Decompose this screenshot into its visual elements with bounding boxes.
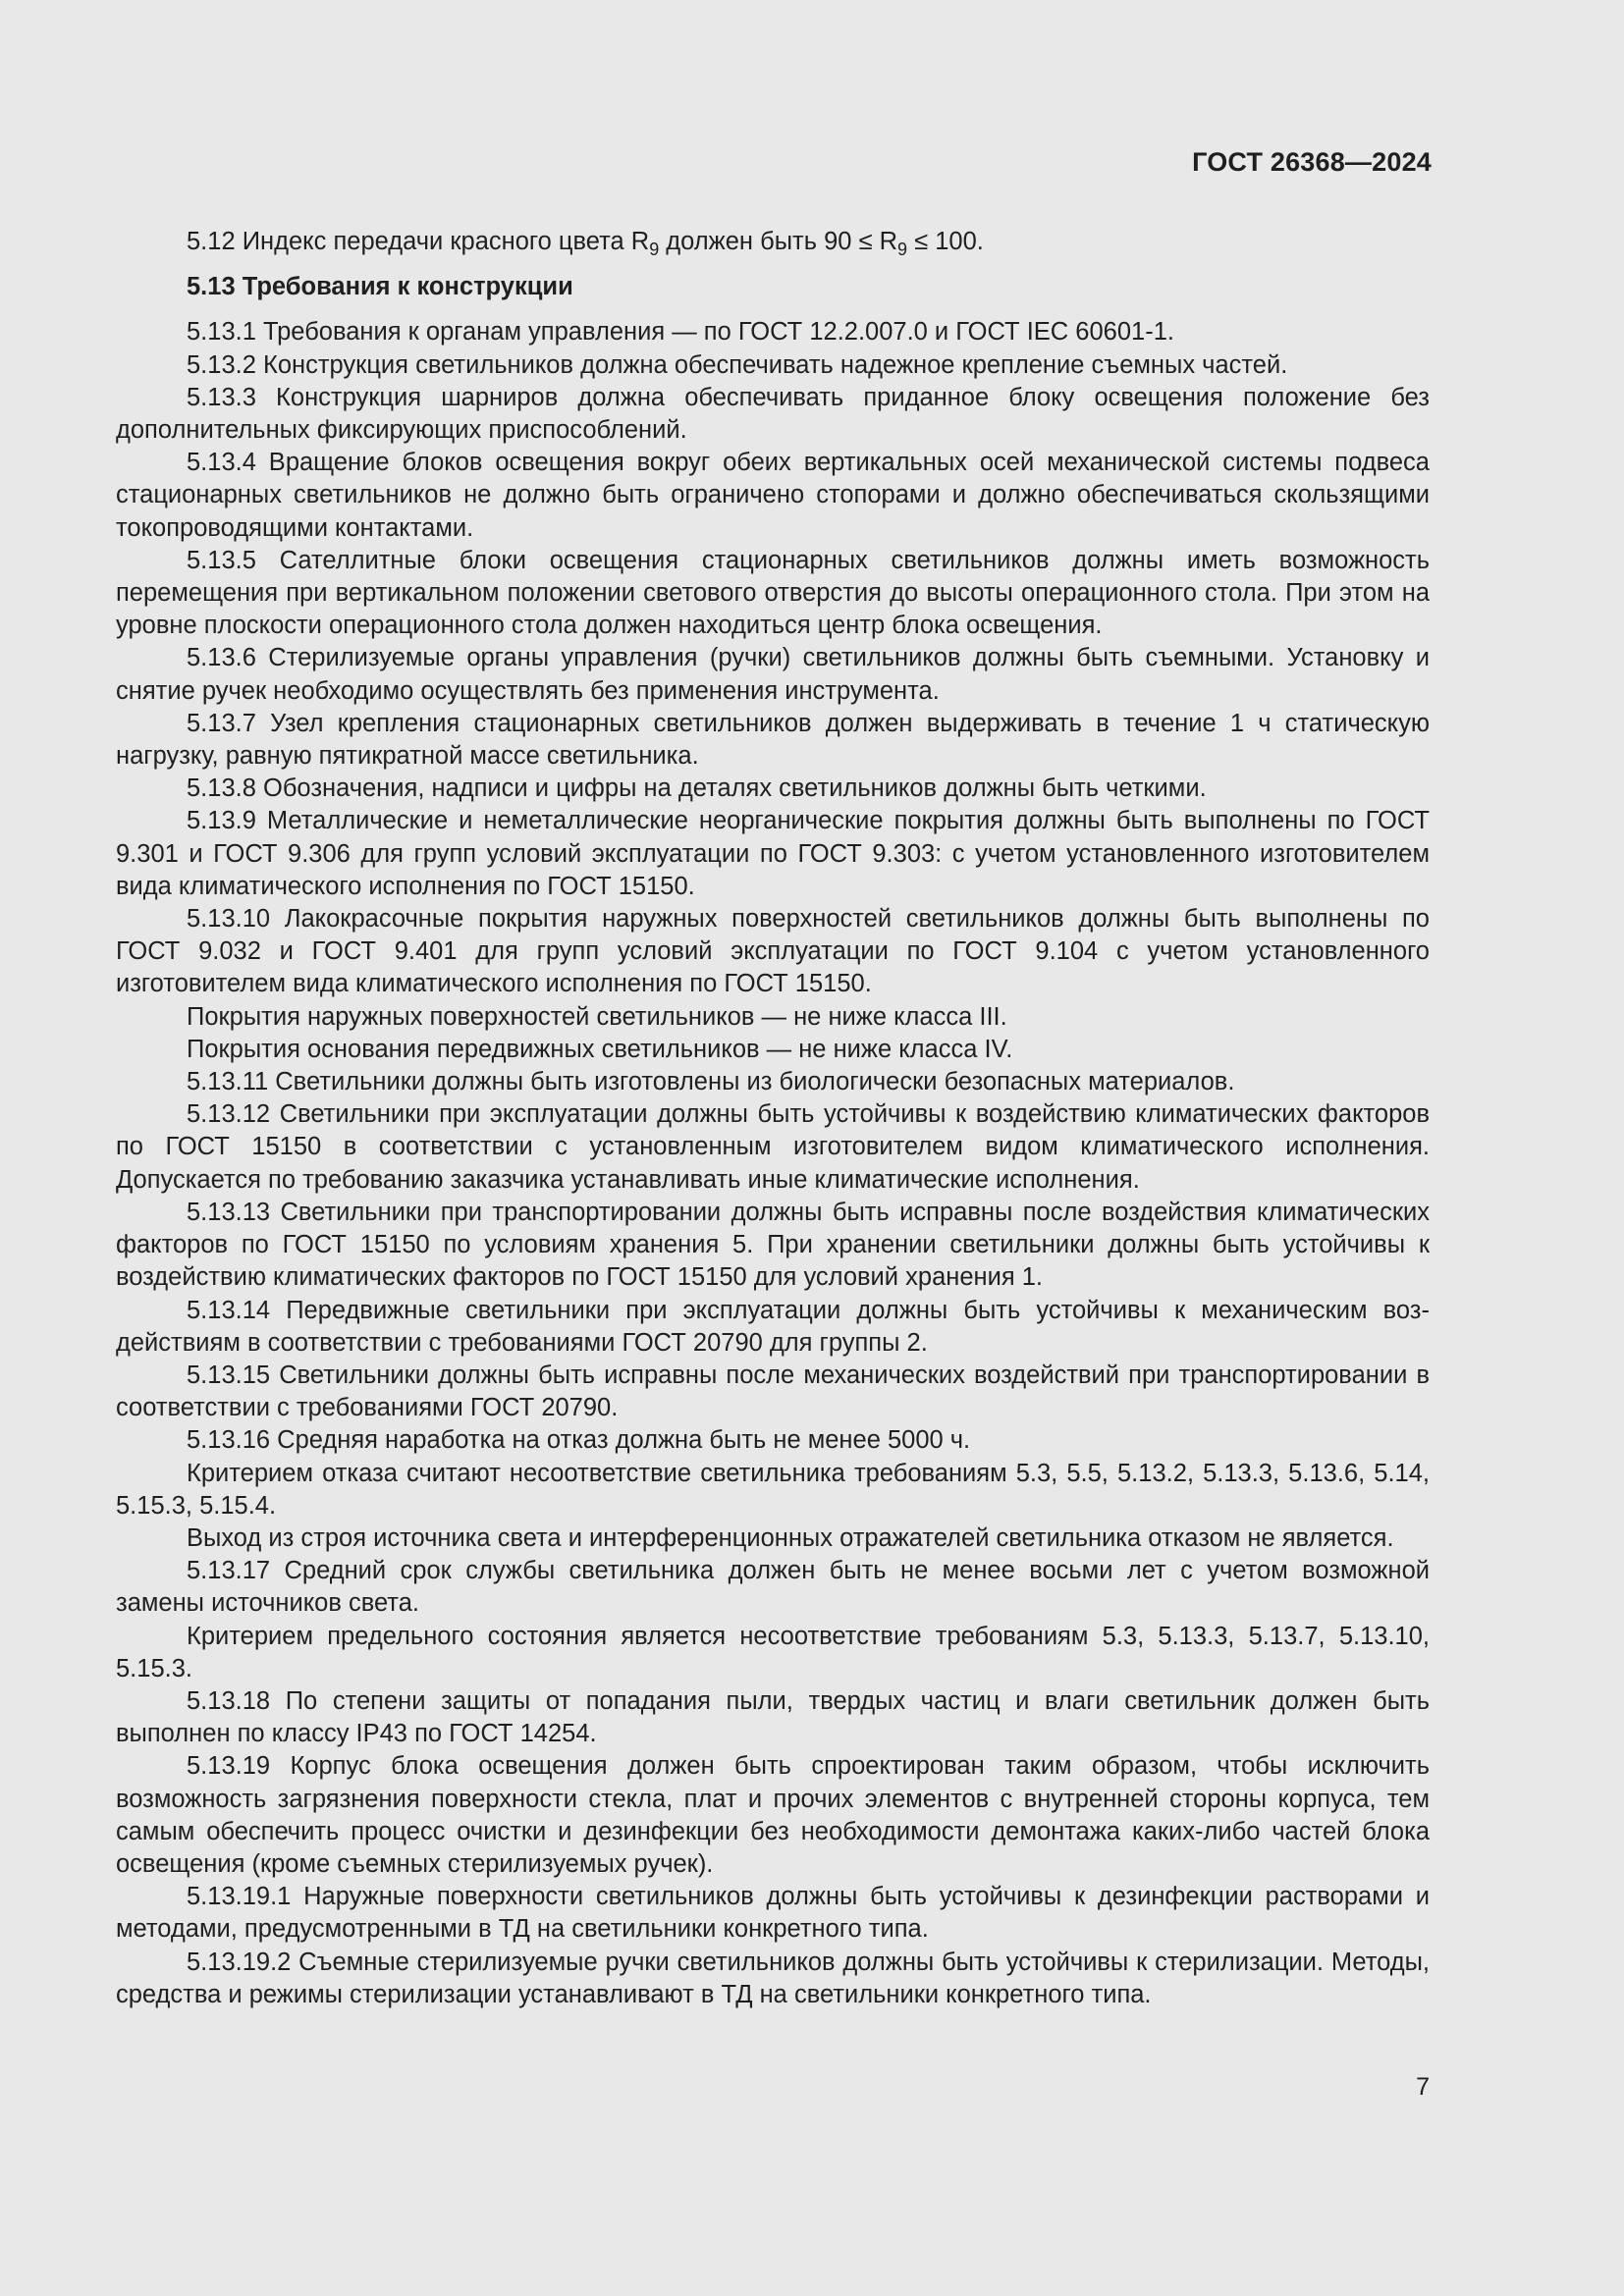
clause-5-13-19-1: 5.13.19.1 Наружные поверхности светильников должны быть устойчивы к дезинфекции растворами и методами, предусмотренными в ТД на светильники конкретного типа. [116,1883,1430,1944]
clause-5-13-8: 5.13.8 Обозначения, надписи и цифры на деталях светильников должны быть четкими. [187,774,1207,803]
clause-5-13-19: 5.13.19 Корпус блока освещения должен быть спроектирован таким образом, чтобы исключить возможность загрязнения поверхности стекла, плат и прочих элементов с внутренней стороны корпуса, тем самым обеспечить процесс очистки и дезинфекции без необходимости демонтажа каких-либо частей блока освещения (кроме съемных стерилизуемых ручек). [116,1752,1430,1878]
clause-5-13-10: 5.13.10 Лакокрасочные покрытия наружных поверхностей светильников должны быть выполнены по ГОСТ 9.032 и ГОСТ 9.401 для групп условий эксплуатации по ГОСТ 9.104 с учетом установленного изготовителем вида климатического исполнения по ГОСТ 15150. [116,905,1430,998]
page-number: 7 [1416,2073,1430,2101]
section-heading-5-13: 5.13 Требования к конструкции [187,273,573,301]
subscript-9-first: 9 [649,240,660,259]
clause-5-13-14: 5.13.14 Передвижные светильники при эксплуатации должны быть устойчивы к механическим воздействиям в соответствии с требованиями ГОСТ 20790 для группы 2. [116,1296,1430,1357]
clause-5-12-suffix: ≤ 100. [907,228,984,255]
clause-5-13-17: 5.13.17 Средний срок службы светильника должен быть не менее восьми лет с учетом возможной замены источников света. [116,1557,1430,1618]
clause-5-13-10-note-base: Покрытия основания передвижных светильников — не ниже класса IV. [187,1035,1013,1063]
clause-5-13-10-note-outer: Покрытия наружных поверхностей светильников — не ниже класса III. [187,1002,1007,1031]
clause-5-13-3: 5.13.3 Конструкция шарниров должна обеспечивать приданное блоку освещения положение без дополнительных фиксирующих приспособлений. [116,383,1430,445]
clause-5-13-19-2: 5.13.19.2 Съемные стерилизуемые ручки светильников должны быть устойчивы к стерилизации. Методы, средства и режимы стерилизации устанавливают в ТД на светильники конкретного типа. [116,1948,1430,2008]
clause-5-13-18: 5.13.18 По степени защиты от попадания пыли, твердых частиц и влаги светильник должен быть выполнен по классу IP43 по ГОСТ 14254. [116,1686,1430,1748]
clause-5-13-9: 5.13.9 Металлические и неметаллические неорганические покрытия должны быть выполнены по ГОСТ 9.301 и ГОСТ 9.306 для групп условий эксплуатации по ГОСТ 9.303: с учетом установленного изготовителем вида климатического исполнения по ГОСТ 15150. [116,807,1430,900]
clause-5-13-2: 5.13.2 Конструкция светильников должна обеспечивать надежное крепление съемных частей. [187,350,1288,379]
clause-5-12 [116,226,1430,258]
clause-5-13-5: 5.13.5 Сателлитные блоки освещения стационарных светильников должны иметь возможность перемещения при вертикальном положении светового отверстия до высоты операционного стола. При этом на уровне плоскости операционного стола должен находиться центр блока освещения. [116,546,1430,640]
clause-5-13-4: 5.13.4 Вращение блоков освещения вокруг обеих вертикальных осей механической системы подвеса стационарных светильников не должно быть ограничено стопорами и должно обеспечиваться скользящими токопроводящими контактами. [116,449,1430,542]
clause-5-12-middle: должен быть 90 ≤ R [659,228,898,255]
clause-5-13-16-failure-criterion: Критерием отказа считают несоответствие светильника требованиям 5.3, 5.5, 5.13.2, 5.13.3, 5.13.6, 5.14, 5.15.3, 5.15.4. [116,1459,1430,1520]
clause-5-13-12: 5.13.12 Светильники при эксплуатации должны быть устойчивы к воздействию климатических факторов по ГОСТ 15150 в соответствии с установленным изготовителем видом климатического исполнения. Допускается по требованию заказчика устанавливать иные климатические исполнения. [116,1100,1430,1194]
document-body [116,226,1430,2011]
clause-5-13-7: 5.13.7 Узел крепления стационарных светильников должен выдерживать в течение 1 ч статическую нагрузку, равную пятикратной массе светильника. [116,709,1430,771]
clause-5-13-1: 5.13.1 Требования к органам управления — по ГОСТ 12.2.007.0 и ГОСТ IEC 60601-1. [187,318,1174,347]
clause-5-13-16: 5.13.16 Средняя наработка на отказ должна быть не менее 5000 ч. [187,1426,971,1455]
clause-5-12-prefix: 5.12 Индекс передачи красного цвета R [187,228,650,255]
document-id-header: ГОСТ 26368—2024 [1192,147,1432,177]
clause-5-13-13: 5.13.13 Светильники при транспортировании должны быть исправны после воздействия климатических факторов по ГОСТ 15150 по условиям хранения 5. При хранении светильники должны быть устойчивы к воздействию климатических факторов по ГОСТ 15150 для условий хранения 1. [116,1198,1430,1292]
subscript-9-second: 9 [897,240,908,259]
clause-5-13-11: 5.13.11 Светильники должны быть изготовлены из биологически безопасных материалов. [187,1068,1235,1096]
clause-5-13-17-limit-criterion: Критерием предельного состояния является несоответствие требованиям 5.3, 5.13.3, 5.13.7, 5.13.10, 5.15.3. [116,1622,1430,1682]
clause-5-13-6: 5.13.6 Стерилизуемые органы управления (ручки) светильников должны быть съемными. Установку и снятие ручек необходимо осуществлять без применения инструмента. [116,644,1430,705]
clause-5-13-16-exclusion: Выход из строя источника света и интерференционных отражателей светильника отказом не является. [187,1523,1394,1552]
clause-5-13-15: 5.13.15 Светильники должны быть исправны после механических воздействий при транспортировании в соответствии с требованиями ГОСТ 20790. [116,1361,1430,1422]
